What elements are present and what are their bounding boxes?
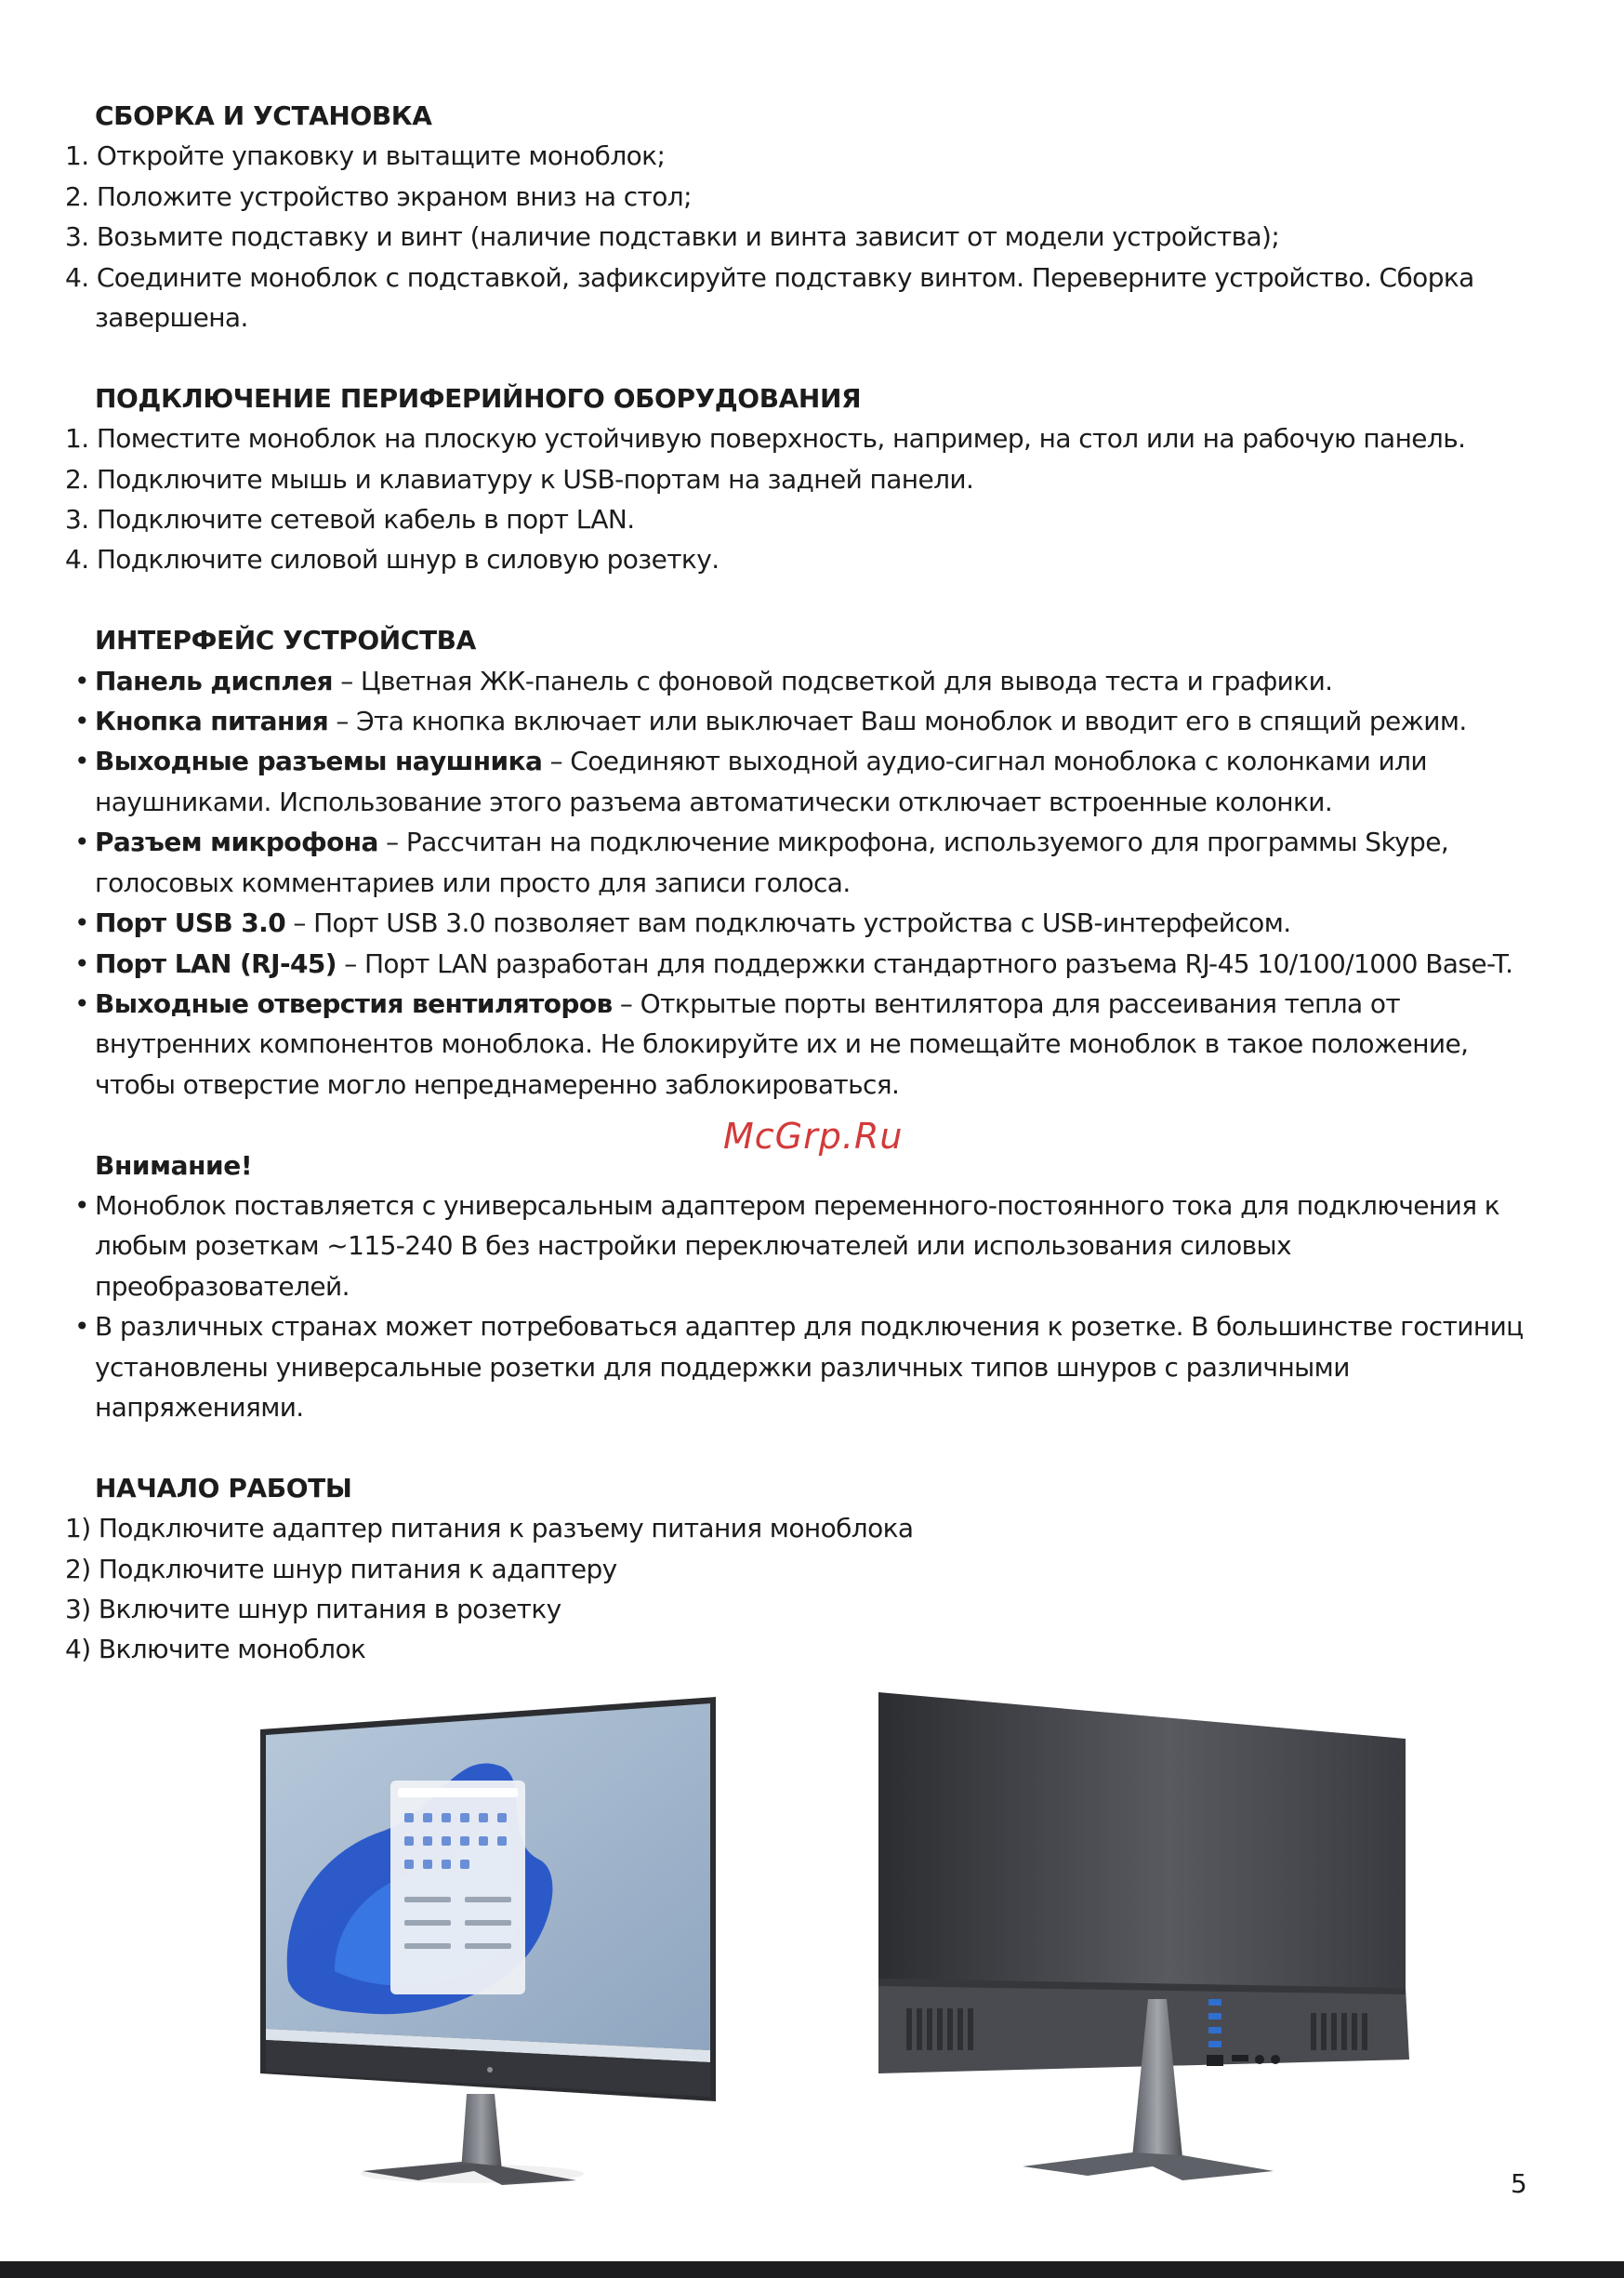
bullet-icon: •: [74, 907, 89, 939]
section-title: ПОДКЛЮЧЕНИЕ ПЕРИФЕРИЙНОГО ОБОРУДОВАНИЯ: [95, 382, 862, 414]
list-item: [74, 903, 1545, 943]
item-text: – Рассчитан на подключение микрофона, используемого для программы Skype, голосовых комментариев или просто для записи голоса.: [95, 827, 1449, 898]
bullet-icon: •: [74, 1189, 89, 1221]
item-text: – Порт USB 3.0 позволяет вам подключать устройства с USB-интерфейсом.: [285, 907, 1291, 939]
list-item: 1. Откройте упаковку и вытащите моноблок;: [65, 140, 666, 172]
item-term: Порт LAN (RJ-45): [95, 947, 337, 979]
bullet-icon: •: [74, 746, 89, 777]
section-attention: [74, 1146, 1545, 1428]
list-item: [74, 1185, 1545, 1306]
item-text: – Порт LAN разработан для поддержки стандартного разъема RJ-45 10/100/1000 Base-T.: [336, 947, 1513, 979]
page-content: [65, 96, 1545, 1710]
bullet-icon: •: [74, 987, 89, 1019]
item-text: – Цветная ЖК-панель с фоновой подсветкой для вывода теста и графики.: [332, 665, 1333, 696]
list-item: 3) Включите шнур питания в розетку: [65, 1593, 561, 1624]
item-term: Кнопка питания: [95, 706, 329, 737]
list-item: 3. Возьмите подставку и винт (наличие подставки и винта зависит от модели устройства);: [65, 221, 1280, 253]
assembly-list: [65, 136, 1545, 338]
list-item: [74, 984, 1545, 1105]
list-item: 1. Поместите моноблок на плоскую устойчивую поверхность, например, на стол или на рабочую панель.: [65, 423, 1466, 455]
item-text: – Открытые порты вентилятора для рассеивания тепла от внутренних компонентов моноблока. Не блокируйте их и не помещайте моноблок в такое положение, чтобы отверстие могло непреднамеренно заблокироваться.: [95, 987, 1469, 1100]
interface-list: [74, 661, 1545, 1105]
bottom-bar: [0, 2261, 1624, 2278]
list-item: [74, 944, 1545, 984]
list-item: 3. Подключите сетевой кабель в порт LAN.: [65, 504, 635, 536]
item-term: Панель дисплея: [95, 665, 333, 696]
item-text: Моноблок поставляется с универсальным адаптером переменного-постоянного тока для подключения к любым розеткам ~115-240 В без настройки переключателей или использования силовых преобразователей.: [95, 1189, 1500, 1302]
list-item: [74, 741, 1545, 822]
attention-list: [74, 1185, 1545, 1427]
list-item: [74, 822, 1545, 903]
section-peripherals: [65, 378, 1545, 580]
bullet-icon: •: [74, 665, 89, 696]
section-title: Внимание!: [95, 1149, 253, 1181]
list-item: 4) Включите моноблок: [65, 1634, 366, 1665]
list-item: [74, 701, 1545, 741]
bullet-icon: •: [74, 1311, 89, 1343]
item-text: – Эта кнопка включает или выключает Ваш моноблок и вводит его в спящий режим.: [328, 706, 1467, 737]
section-title: ИНТЕРФЕЙС УСТРОЙСТВА: [95, 625, 476, 656]
list-item: 4. Подключите силовой шнур в силовую розетку.: [65, 544, 720, 576]
page-number: 5: [1511, 2168, 1527, 2199]
peripherals-list: [65, 418, 1545, 580]
section-start: [65, 1468, 1545, 1670]
list-item: 2. Подключите мышь и клавиатуру к USB-портам на задней панели.: [65, 463, 974, 495]
watermark-text: McGrp.Ru: [723, 1116, 904, 1157]
list-item: 2) Подключите шнур питания к адаптеру: [65, 1553, 617, 1584]
bullet-icon: •: [74, 947, 89, 979]
list-item: 2. Положите устройство экраном вниз на стол;: [65, 180, 692, 212]
list-item: 1) Подключите адаптер питания к разъему питания моноблока: [65, 1513, 914, 1544]
section-assembly: [65, 96, 1545, 338]
list-item: [74, 661, 1545, 701]
bullet-icon: •: [74, 827, 89, 858]
item-term: Разъем микрофона: [95, 827, 378, 858]
item-term: Выходные отверстия вентиляторов: [95, 987, 613, 1019]
list-item: 4. Соедините моноблок с подставкой, зафиксируйте подставку винтом. Переверните устройство. Сборка завершена.: [65, 261, 1474, 334]
section-title: НАЧАЛО РАБОТЫ: [95, 1472, 352, 1503]
start-list: [65, 1508, 1545, 1670]
list-item: [74, 1306, 1545, 1427]
section-interface: [74, 620, 1545, 1105]
section-title: СБОРКА И УСТАНОВКА: [95, 100, 432, 131]
item-term: Порт USB 3.0: [95, 907, 286, 939]
item-text: – Соединяют выходной аудио-сигнал моноблока с колонками или наушниками. Использование этого разъема автоматически отключает встроенные колонки.: [95, 746, 1427, 817]
bullet-icon: •: [74, 706, 89, 737]
monoblock-back-image: [837, 1664, 1432, 2194]
item-term: Выходные разъемы наушника: [95, 746, 543, 777]
monoblock-front-image: [223, 1664, 744, 2194]
item-text: В различных странах может потребоваться адаптер для подключения к розетке. В большинстве гостиниц установлены универсальные розетки для поддержки различных типов шнуров с различными напряжениями.: [95, 1311, 1524, 1423]
